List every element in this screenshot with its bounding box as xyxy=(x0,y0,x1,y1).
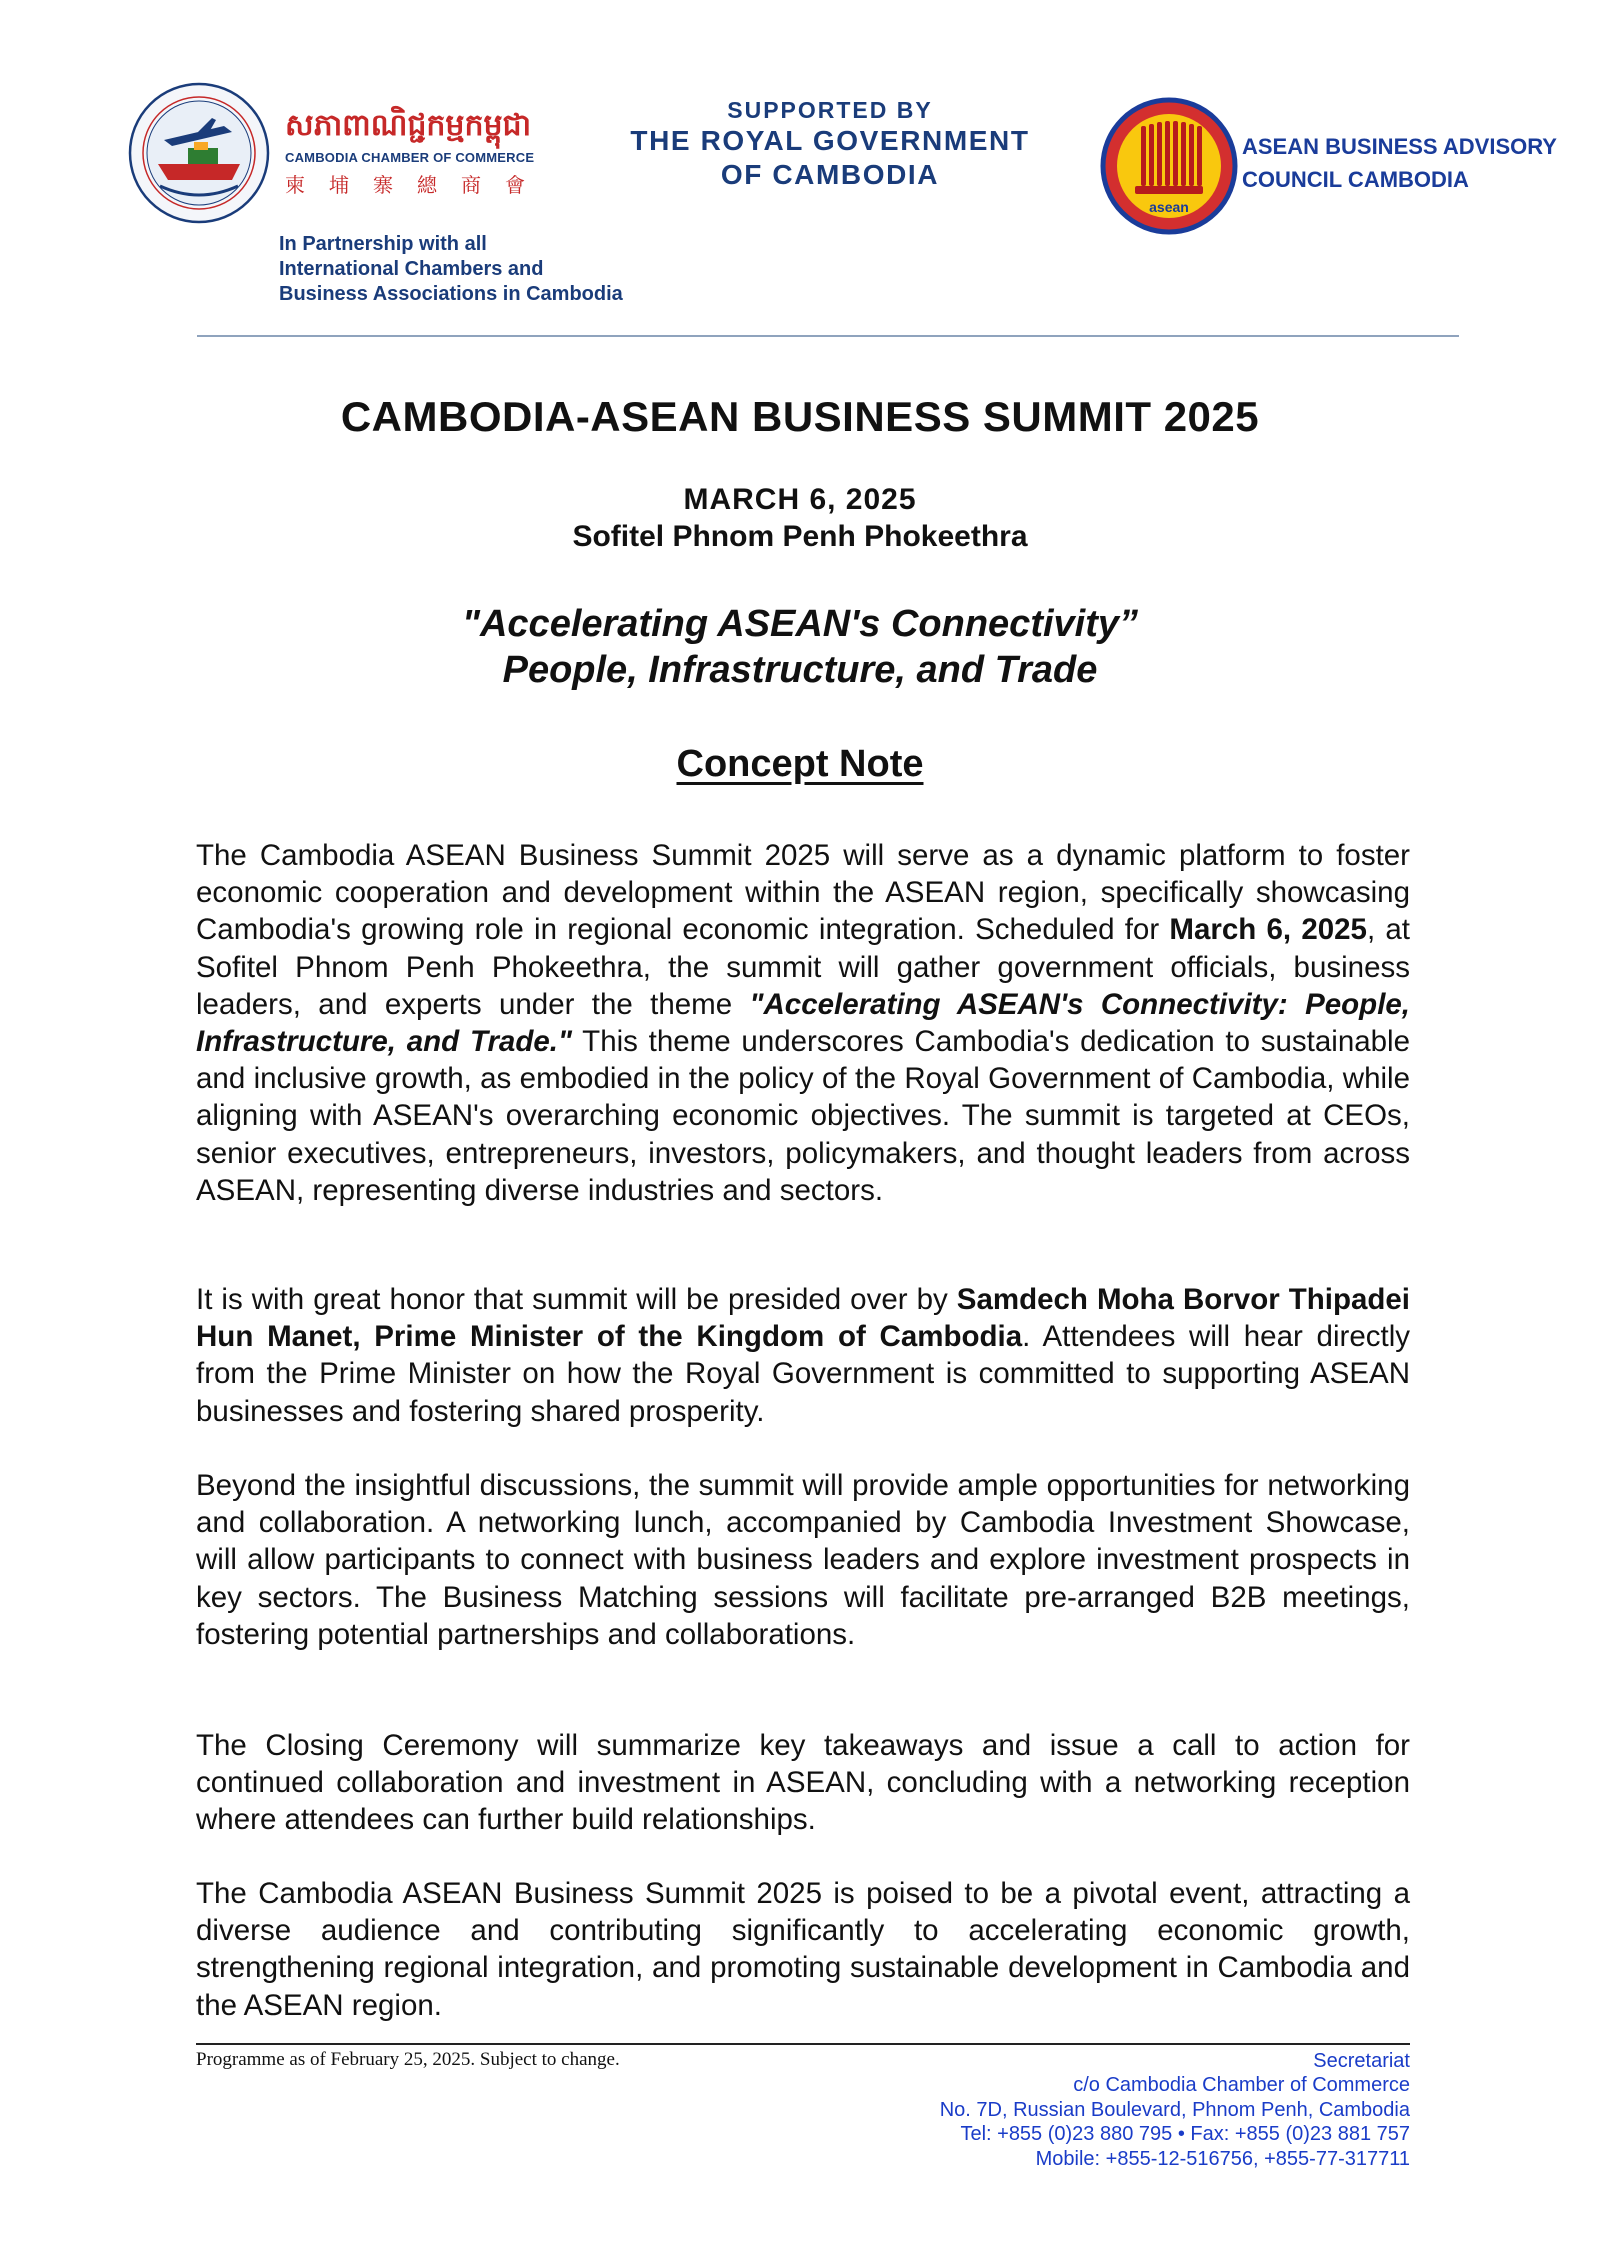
ccc-name-chinese: 柬埔寨總商會 xyxy=(285,173,549,197)
footer-divider xyxy=(196,2043,1410,2045)
abac-name xyxy=(1242,130,1557,196)
paragraph-presiding xyxy=(196,1281,1410,1430)
supported-by-label: SUPPORTED BY xyxy=(727,97,933,123)
secretariat-phone: Tel: +855 (0)23 880 795 • Fax: +855 (0)23 881 757 xyxy=(960,2123,1410,2146)
prime-minister-name: Samdech Moha Borvor Thipadei Hun Manet, Prime Minister of the Kingdom of Cambodia xyxy=(196,1283,1410,1354)
government-line-2: OF CAMBODIA xyxy=(720,159,940,190)
theme-line-2: People, Infrastructure, and Trade xyxy=(502,649,1098,691)
secretariat-address: No. 7D, Russian Boulevard, Phnom Penh, Cambodia xyxy=(939,2098,1410,2121)
government-line-1: THE ROYAL GOVERNMENT xyxy=(630,125,1030,156)
event-date-bold: March 6, 2025 xyxy=(1169,913,1367,947)
concept-note-heading: Concept Note xyxy=(676,743,924,785)
summit-title: CAMBODIA-ASEAN BUSINESS SUMMIT 2025 xyxy=(340,393,1260,440)
asean-emblem-text: asean xyxy=(1149,199,1189,215)
paragraph-text: . Attendees will hear directly from the Prime Minister on how the Royal Government is committed to supporting ASEAN businesses and fostering shared prosperity. xyxy=(196,1320,1410,1428)
cambodia-chamber-of-commerce-seal-icon xyxy=(128,82,270,224)
secretariat-mobile: Mobile: +855-12-516756, +855-77-317711 xyxy=(1035,2147,1410,2170)
paragraph-text: It is with great honor that summit will be presided over by xyxy=(196,1283,957,1316)
partnership-line: International Chambers and xyxy=(279,258,544,280)
secretariat-label: Secretariat xyxy=(1313,2050,1410,2072)
secretariat-contact xyxy=(940,2049,1410,2171)
partnership-statement xyxy=(279,232,623,307)
summit-date: MARCH 6, 2025 xyxy=(683,483,917,516)
theme-line-1: "Accelerating ASEAN's Connectivity” xyxy=(461,603,1139,645)
paragraph-closing-ceremony: The Closing Ceremony will summarize key takeaways and issue a call to action for continued collaboration and investment in ASEAN, concluding with a networking reception where attendees can further build relationships. xyxy=(196,1729,1410,1837)
summit-venue: Sofitel Phnom Penh Phokeethra xyxy=(572,520,1028,553)
secretariat-org: c/o Cambodia Chamber of Commerce xyxy=(1073,2074,1410,2097)
paragraph-networking: Beyond the insightful discussions, the summit will provide ample opportunities for networking and collaboration. A networking lunch, accompanied by Cambodia Investment Showcase, will allow participants to connect with business leaders and explore investment prospects in key sectors. The Business Matching sessions will facilitate pre-arranged B2B meetings, fostering potential partnerships and collaborations. xyxy=(196,1469,1410,1651)
ccc-name-english: CAMBODIA CHAMBER OF COMMERCE xyxy=(285,150,535,165)
ccc-name-khmer: សភាពាណិជ្ជកម្មកម្ពុជា xyxy=(285,108,532,143)
theme-bold-italic: "Accelerating ASEAN's Connectivity: People, Infrastructure, and Trade." xyxy=(196,987,1410,1059)
abac-line-2: COUNCIL CAMBODIA xyxy=(1242,167,1469,192)
supported-by-block xyxy=(600,96,1060,192)
paragraph-conclusion: The Cambodia ASEAN Business Summit 2025 is poised to be a pivotal event, attracting a diverse audience and contributing significantly to accelerating economic growth, strengthening regional integration, and promoting sustainable development in Cambodia and the ASEAN region. xyxy=(196,1877,1410,2022)
header-divider xyxy=(197,335,1459,337)
partnership-line: In Partnership with all xyxy=(279,233,487,255)
paragraph-intro xyxy=(196,837,1410,1209)
partnership-line: Business Associations in Cambodia xyxy=(279,283,623,305)
paragraph-text: This theme underscores Cambodia's dedication to sustainable and inclusive growth, as embodied in the policy of the Royal Government of Cambodia, while aligning with ASEAN's overarching economic objectives. The summit is targeted at CEOs, senior executives, entrepreneurs, investors, policymakers, and thought leaders from across ASEAN, representing diverse industries and sectors. xyxy=(196,1025,1410,1207)
paragraph-text: The Cambodia ASEAN Business Summit 2025 will serve as a dynamic platform to foster economic cooperation and development within the ASEAN region, specifically showcasing Cambodia's growing role in regional economic integration. Scheduled for xyxy=(196,839,1410,947)
paragraph-text: , at Sofitel Phnom Penh Phokeethra, the summit will gather government officials, business leaders, and experts under the theme xyxy=(196,913,1410,1021)
asean-emblem-icon xyxy=(1095,92,1243,240)
programme-note: Programme as of February 25, 2025. Subject to change. xyxy=(196,2049,620,2070)
abac-line-1: ASEAN BUSINESS ADVISORY xyxy=(1242,134,1557,159)
